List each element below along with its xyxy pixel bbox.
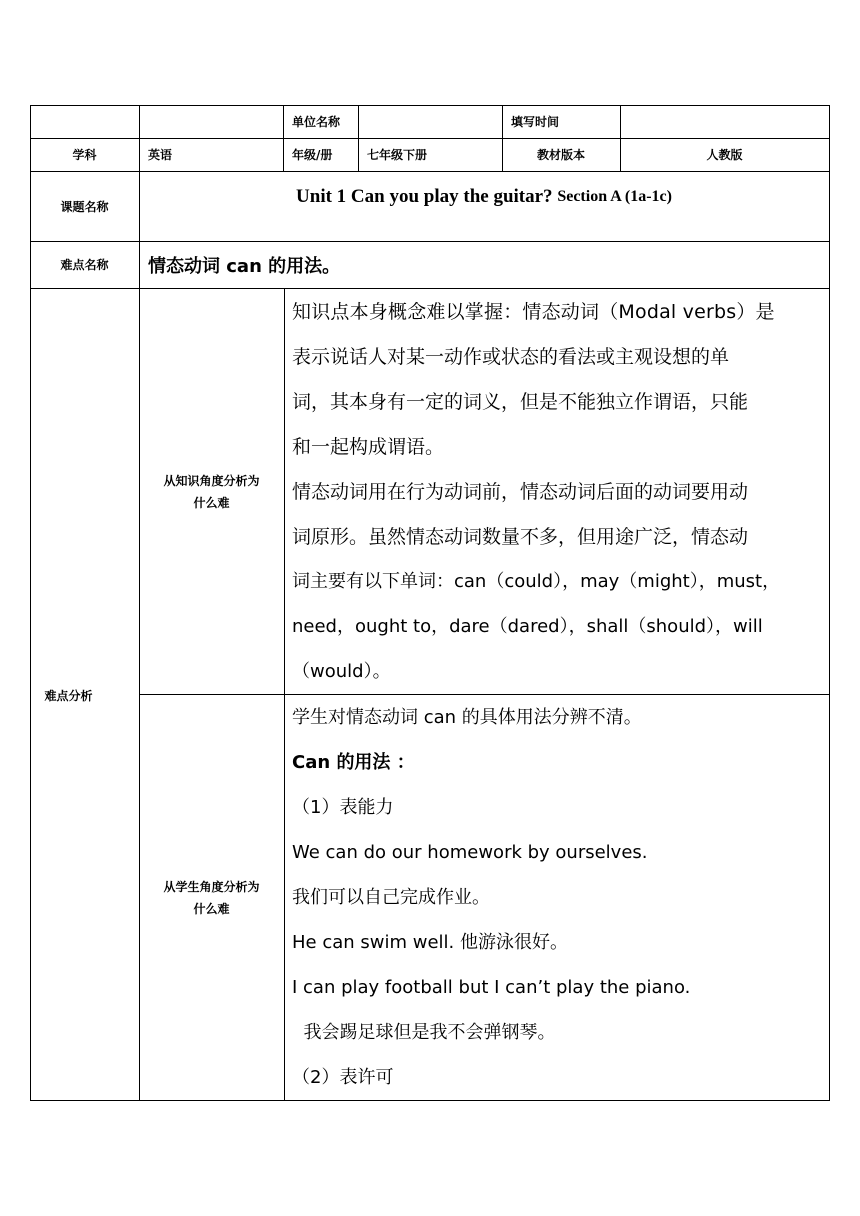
subject-label: 学科 (72, 148, 97, 162)
subject-value: 英语 (148, 148, 173, 162)
lesson-title-section: Section A (1a-1c) (557, 188, 672, 205)
unit-name-label: 单位名称 (292, 115, 341, 129)
difficulty-label: 难点名称 (60, 258, 109, 272)
table-border (284, 288, 285, 1101)
fill-time-label: 填写时间 (511, 115, 560, 129)
analysis-label: 难点分析 (44, 688, 93, 703)
table-border (30, 288, 830, 289)
knowledge-angle-label (139, 470, 284, 514)
table-border (829, 105, 830, 1101)
knowledge-line: 知识点本身概念难以掌握：情态动词（Modal verbs）是 (292, 301, 775, 323)
student-line: （1）表能力 (292, 797, 394, 818)
table-border (283, 105, 284, 172)
table-border (139, 105, 140, 1101)
student-line: （2）表许可 (292, 1067, 394, 1088)
grade-value: 七年级下册 (367, 148, 428, 162)
knowledge-angle-label-line2: 什么难 (193, 496, 230, 510)
student-angle-label (139, 876, 284, 920)
lesson-title (139, 182, 829, 212)
knowledge-line: 词，其本身有一定的词义，但是不能独立作谓语，只能 (292, 391, 749, 413)
student-line: 学生对情态动词 can 的具体用法分辨不清。 (292, 707, 642, 728)
knowledge-line: need，ought to，dare（dared），shall（should），will (292, 616, 763, 637)
student-line: We can do our homework by ourselves. (292, 842, 648, 863)
lesson-label: 课题名称 (60, 199, 109, 214)
student-angle-label-line2: 什么难 (193, 902, 230, 916)
fill-time-value (628, 105, 828, 138)
textbook-value: 人教版 (706, 148, 743, 162)
knowledge-line: 情态动词用在行为动词前，情态动词后面的动词要用动 (292, 481, 749, 503)
student-line: I can play football but I can’t play the piano. (292, 977, 691, 998)
student-line: 我会踢足球但是我不会弹钢琴。 (292, 1022, 556, 1043)
difficulty-value: 情态动词 can 的用法。 (148, 255, 341, 277)
knowledge-angle-label-line1: 从知识角度分析为 (163, 474, 260, 488)
table-border (139, 694, 830, 695)
textbook-label: 教材版本 (536, 148, 585, 162)
knowledge-line: 词原形。虽然情态动词数量不多，但用途广泛，情态动 (292, 526, 749, 548)
knowledge-line: 词主要有以下单词：can（could），may（might），must， (292, 571, 781, 592)
student-angle-label-line1: 从学生角度分析为 (163, 880, 260, 894)
table-border (30, 1100, 830, 1101)
grade-label: 年级/册 (292, 148, 333, 162)
lesson-title-main: Unit 1 Can you play the guitar? (296, 186, 558, 207)
student-line: He can swim well. 他游泳很好。 (292, 932, 568, 953)
knowledge-line: （would）。 (292, 661, 391, 682)
student-line: 我们可以自己完成作业。 (292, 887, 490, 908)
table-border (30, 171, 830, 172)
unit-name-value (366, 105, 502, 138)
student-line: Can 的用法 ： (292, 752, 415, 773)
knowledge-line: 和一起构成谓语。 (292, 436, 445, 458)
knowledge-line: 表示说话人对某一动作或状态的看法或主观设想的单 (292, 346, 730, 368)
table-border (358, 105, 359, 172)
